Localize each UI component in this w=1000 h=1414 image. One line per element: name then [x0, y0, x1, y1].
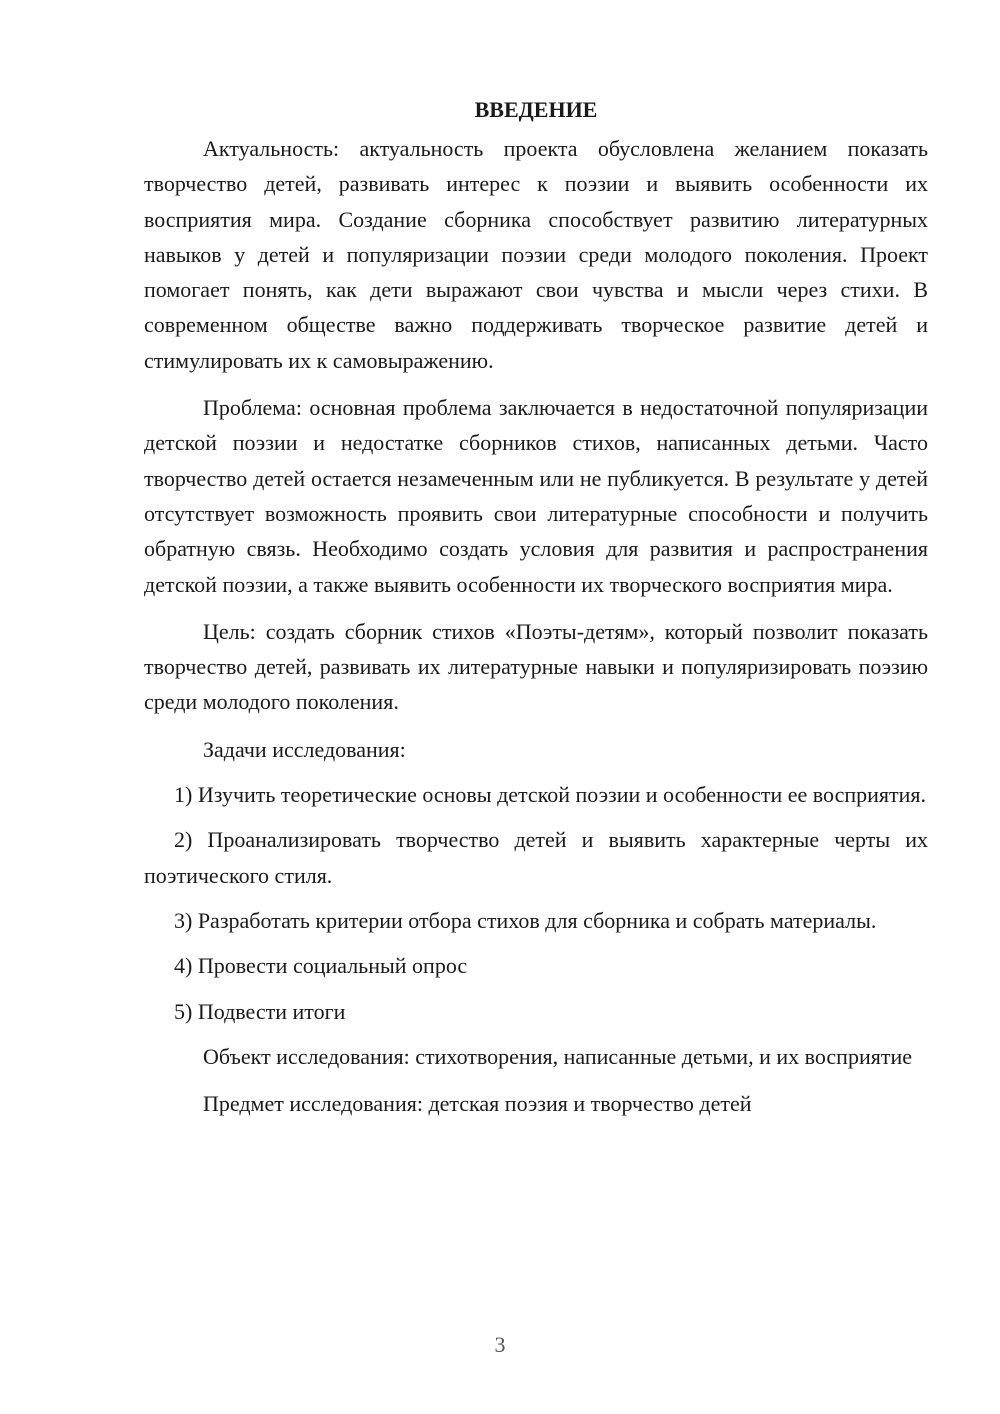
paragraph-goal: Цель: создать сборник стихов «Поэты-детям», который позволит показать творчество детей, развивать их литературные навыки и популяризировать поэзию среди молодого поколения.: [144, 618, 928, 715]
paragraph-problem: Проблема: основная проблема заключается в недостаточной популяризации детской поэзии и недостатке сборников стихов, написанных детьми. Часто творчество детей остается незамеченным или не публикуется. В результате у детей отсутствует возможность проявить свои литературные способности и получить обратную связь. Необходимо создать условия для развития и распространения детской поэзии, а также выявить особенности их творческого восприятия мира.: [144, 395, 928, 597]
paragraph-relevance: Актуальность: актуальность проекта обусловлена желанием показать творчество детей, развивать интерес к поэзии и выявить особенности их восприятия мира. Создание сборника способствует развитию литературных навыков у детей и популяризации поэзии среди молодого поколения. Проект помогает понять, как дети выражают свои чувства и мысли через стихи. В современном обществе важно поддерживать творческое развитие детей и стимулировать их к самовыражению.: [144, 136, 928, 373]
task-item-4: 4) Провести социальный опрос: [174, 953, 468, 979]
task-item-3: 3) Разработать критерии отбора стихов для сборника и собрать материалы.: [174, 907, 877, 933]
task-item-5: 5) Подвести итоги: [174, 998, 346, 1024]
document-page: [144, 92, 928, 1121]
tasks-heading: Задачи исследования:: [203, 736, 406, 762]
section-title: ВВЕДЕНИЕ: [474, 97, 598, 122]
paragraph-object: Объект исследования: стихотворения, написанные детьми, и их восприятие: [203, 1043, 912, 1069]
task-item-2: 2) Проанализировать творчество детей и выявить характерные черты их поэтического стиля.: [144, 827, 928, 888]
paragraph-subject: Предмет исследования: детская поэзия и творчество детей: [203, 1091, 752, 1117]
page-number: 3: [494, 1332, 506, 1357]
task-item-1: 1) Изучить теоретические основы детской поэзии и особенности ее восприятия.: [174, 782, 927, 808]
